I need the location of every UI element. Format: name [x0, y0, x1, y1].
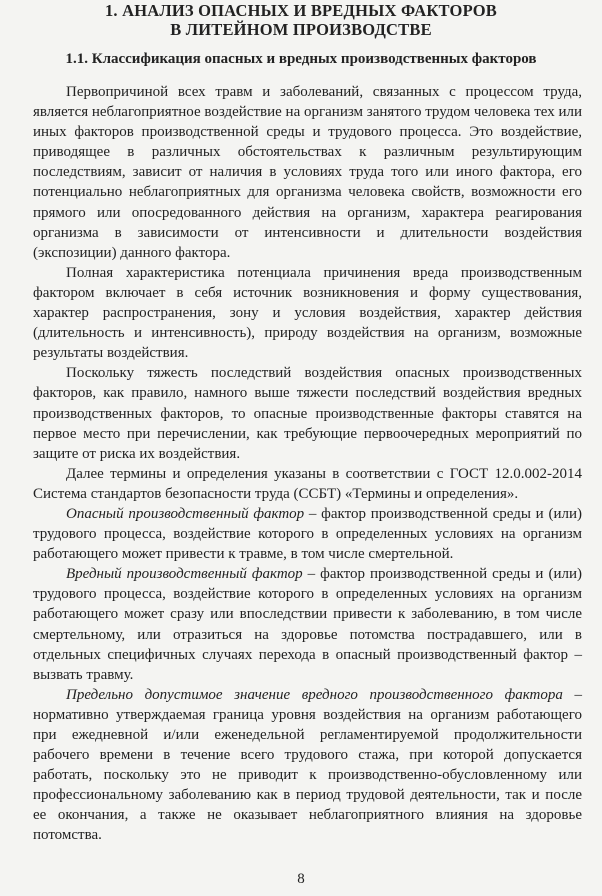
page-number: 8	[297, 871, 305, 887]
body-text	[33, 82, 582, 846]
paragraph-2: Полная характеристика потенциала причинения вреда производственным фактором включает в себя источник возникновения и форму существования, характер распространения, зону и условия воздействия, характер действия (длительность и интенсивность), природу воздействия на организм, возможные результаты воздействия.	[33, 264, 582, 362]
definition-harmful-factor	[33, 564, 582, 685]
chapter-title	[0, 1, 602, 39]
paragraph-4: Далее термины и определения указаны в соответствии с ГОСТ 12.0.002-2014 Система стандартов безопасности труда (ССБТ) «Термины и определения».	[33, 465, 582, 502]
definition-text-harmful-factor: – фактор производственной среды и (или) трудового процесса, воздействие которого в определенных условиях на организм работающего может сразу или впоследствии привести к заболеванию, в том числе смертельному, или отразиться на здоровье потомства пострадавшего, или в отдельных специфичных случаях перехода в опасный производственный фактор – вызвать травму.	[33, 566, 582, 683]
section-title: 1.1. Классификация опасных и вредных производственных факторов	[65, 51, 537, 67]
definition-text-dangerous-factor: – фактор производственной среды и (или) трудового процесса, воздействие которого в определенных условиях на организм работающего может привести к травме, в том числе смертельной.	[33, 505, 582, 563]
chapter-title-line-2: В ЛИТЕЙНОМ ПРОИЗВОДСТВЕ	[170, 20, 432, 39]
paragraph-1: Первопричиной всех травм и заболеваний, связанных с процессом труда, является неблагоприятное воздействие на организм занятого трудом человека тех или иных факторов производственной среды и трудового процесса. Это воздействие, приводящее в различных обстоятельствах к различным результирующим последствиям, зависит от наличия в условиях труда того или иного фактора, его потенциально неблагоприятных для организма человека свойств, возможности его прямого или опосредованного действия на организм, характера реагирования организма в зависимости от интенсивности и длительности воздействия (экспозиции) данного фактора.	[33, 84, 582, 261]
definition-max-permissible-value	[33, 685, 582, 846]
term-dangerous-factor: Опасный производственный фактор	[66, 505, 305, 522]
term-max-permissible-value: Предельно допустимое значение вредного производственного фактора	[66, 686, 563, 703]
definition-dangerous-factor	[33, 504, 582, 564]
chapter-title-line-1: 1. АНАЛИЗ ОПАСНЫХ И ВРЕДНЫХ ФАКТОРОВ	[104, 1, 498, 20]
definition-text-max-permissible-value: – нормативно утверждаемая граница уровня воздействия на организм работающего при ежедневной и/или еженедельной регламентируемой продолжительности рабочего времени в течение всего трудового стажа, при которой допускается работать, поскольку это не приводит к производственно-обусловленному или профессиональному заболеванию как в период трудовой деятельности, так и после ее окончания, а также не оказывает неблагоприятного влияния на здоровье потомства.	[33, 686, 582, 844]
term-harmful-factor: Вредный производственный фактор	[66, 566, 303, 583]
paragraph-3: Поскольку тяжесть последствий воздействия опасных производственных факторов, как правило, намного выше тяжести последствий воздействия вредных производственных факторов, то опасные производственные факторы ставятся на первое место при перечислении, как требующие первоочередных мероприятий по защите от риска их воздействия.	[33, 365, 582, 462]
